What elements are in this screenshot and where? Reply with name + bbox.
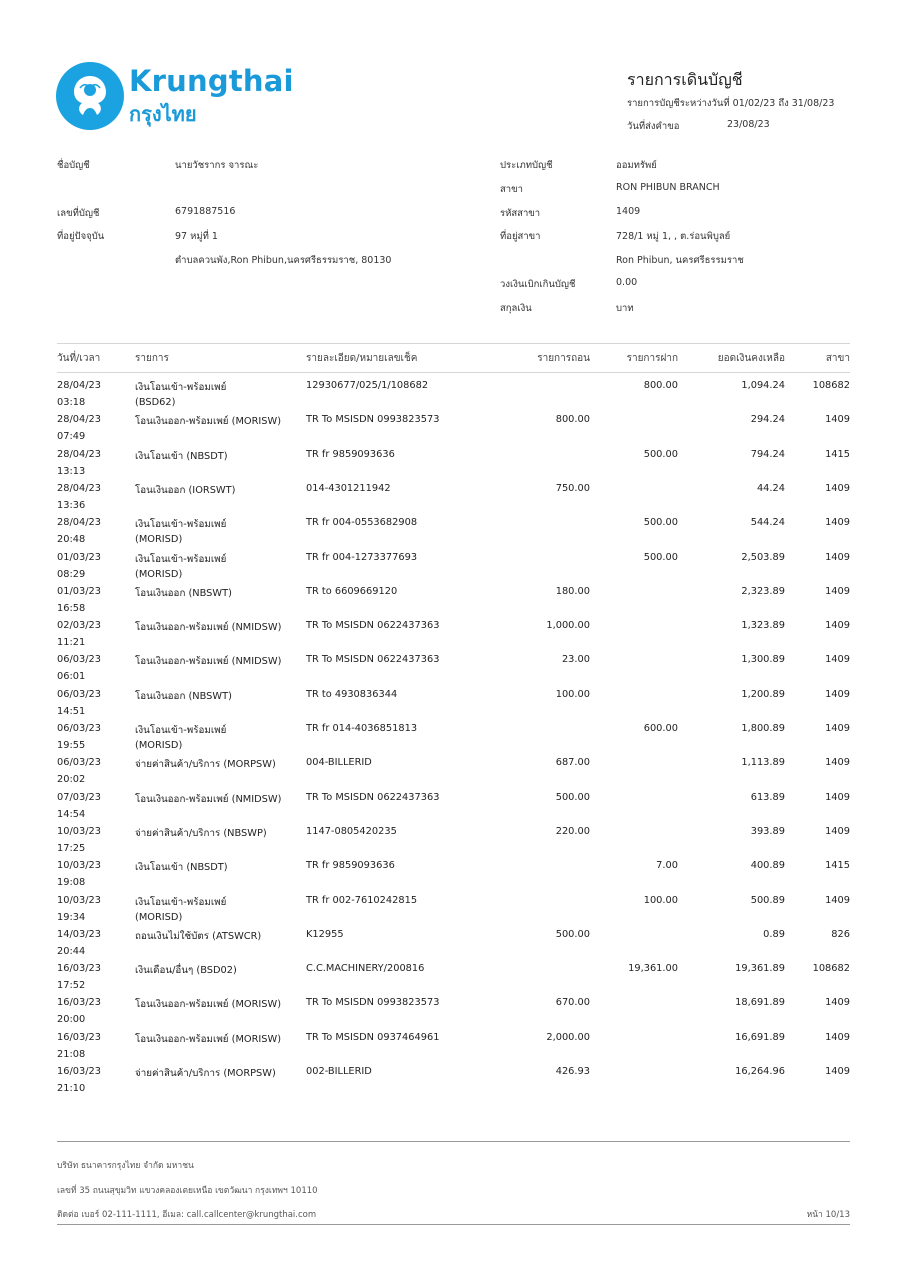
row-balance: 544.24 (750, 517, 785, 529)
row-date: 06/03/23 (57, 688, 101, 700)
row-detail: 12930677/025/1/108682 (306, 380, 429, 391)
row-detail: C.C.MACHINERY/200816 (306, 963, 425, 975)
row-withdraw: 220.00 (555, 825, 590, 837)
row-detail: TR To MSISDN 0622437363 (306, 791, 440, 803)
footer-address: เลขที่ 35 ถนนสุขุมวิท แขวงคลองเตยเหนือ เขตวัฒนา กรุงเทพฯ 10110 (57, 1186, 318, 1196)
row-branch: 1409 (825, 825, 850, 837)
brand-name-th: กรุงไทย (129, 102, 197, 126)
row-date: 14/03/23 (57, 928, 101, 940)
row-time: 17:52 (57, 980, 86, 992)
row-detail: K12955 (306, 928, 344, 940)
row-time: 11:21 (57, 637, 86, 649)
row-branch: 1409 (825, 517, 850, 529)
row-time: 19:55 (57, 740, 86, 751)
branch-address-label: ที่อยู่สาขา (500, 231, 541, 242)
row-date: 06/03/23 (57, 654, 101, 666)
footer-company: บริษัท ธนาคารกรุงไทย จำกัด มหาชน (57, 1161, 194, 1171)
row-detail: TR fr 004-0553682908 (306, 517, 418, 529)
row-date: 28/04/23 (57, 448, 101, 460)
row-time: 07:49 (57, 431, 86, 443)
row-balance: 500.89 (750, 894, 785, 906)
row-detail: 1147-0805420235 (306, 825, 397, 837)
row-withdraw: 100.00 (555, 688, 590, 700)
row-branch: 1415 (825, 860, 850, 872)
row-date: 10/03/23 (57, 860, 101, 872)
row-withdraw: 500.00 (555, 928, 590, 940)
row-description: เงินโอนเข้า-พร้อมเพย์ (135, 553, 227, 565)
row-deposit: 7.00 (656, 860, 678, 872)
row-deposit: 19,361.00 (628, 963, 678, 975)
branch-address-line2: Ron Phibun, นครศรีธรรมราช (616, 255, 744, 266)
row-balance: 1,113.89 (741, 757, 785, 769)
row-detail: TR fr 9859093636 (306, 448, 395, 460)
row-description: โอนเงินออก-พร้อมเพย์ (MORISW) (135, 999, 282, 1011)
row-time: 14:54 (57, 808, 86, 820)
row-deposit: 500.00 (643, 448, 678, 460)
row-time: 08:29 (57, 568, 86, 580)
row-withdraw: 500.00 (555, 791, 590, 803)
row-detail: TR To MSISDN 0622437363 (306, 654, 440, 666)
row-time: 13:13 (57, 465, 86, 477)
row-balance: 1,200.89 (741, 688, 785, 700)
row-detail: TR to 4930836344 (306, 688, 398, 700)
row-date: 28/04/23 (57, 517, 101, 529)
row-balance: 1,323.89 (741, 620, 785, 632)
row-branch: 1415 (825, 448, 850, 460)
row-deposit: 500.00 (643, 551, 678, 563)
row-balance: 16,264.96 (735, 1066, 785, 1077)
col-header-balance: ยอดเงินคงเหลือ (717, 353, 785, 364)
row-balance: 2,503.89 (741, 551, 785, 563)
row-branch: 1409 (825, 894, 850, 906)
row-balance: 0.89 (763, 928, 785, 940)
branch-address-line1: 728/1 หมู่ 1, , ต.ร่อนพิบูลย์ (616, 231, 731, 242)
request-date-value: 23/08/23 (727, 119, 770, 130)
row-time: 20:44 (57, 945, 86, 957)
row-time: 06:01 (57, 671, 86, 683)
row-description: เงินโอนเข้า-พร้อมเพย์ (135, 382, 227, 393)
row-deposit: 600.00 (643, 723, 678, 734)
row-date: 28/04/23 (57, 414, 101, 426)
row-time: 20:02 (57, 774, 86, 786)
row-description: เงินโอนเข้า (NBSDT) (135, 862, 228, 874)
row-detail: TR fr 014-4036851813 (306, 723, 418, 734)
statement-title: รายการเดินบัญชี (627, 70, 743, 89)
col-header-branch: สาขา (825, 353, 850, 364)
row-date: 01/03/23 (57, 585, 101, 597)
address-line1: 97 หมู่ที่ 1 (175, 231, 218, 242)
account-type-label: ประเภทบัญชี (500, 160, 553, 171)
krungthai-logo (56, 62, 124, 130)
row-description: เงินโอนเข้า-พร้อมเพย์ (135, 725, 227, 736)
row-date: 07/03/23 (57, 791, 101, 803)
address-label: ที่อยู่ปัจจุบัน (57, 231, 105, 242)
account-type-value: ออมทรัพย์ (616, 160, 657, 171)
row-description: ถอนเงินไม่ใช้บัตร (ATSWCR) (135, 930, 262, 942)
statement-period: รายการบัญชีระหว่างวันที่ 01/02/23 ถึง 31/08/23 (627, 98, 835, 109)
row-description: โอนเงินออก-พร้อมเพย์ (NMIDSW) (135, 656, 282, 668)
row-branch: 108682 (812, 963, 850, 975)
row-date: 16/03/23 (57, 997, 101, 1009)
account-name-value: นายวัชรากร จารณะ (175, 160, 259, 171)
row-time: 13:36 (57, 499, 86, 511)
col-header-deposit: รายการฝาก (626, 353, 678, 364)
branch-label: สาขา (500, 184, 523, 195)
row-date: 10/03/23 (57, 825, 101, 837)
row-detail: TR fr 004-1273377693 (306, 551, 418, 563)
row-time: 21:08 (57, 1048, 86, 1060)
row-date: 28/04/23 (57, 380, 101, 391)
branch-code-label: รหัสสาขา (500, 208, 541, 219)
row-detail: 004-BILLERID (306, 757, 372, 769)
row-balance: 400.89 (750, 860, 785, 872)
row-time: 19:08 (57, 877, 86, 889)
row-withdraw: 687.00 (555, 757, 590, 769)
branch-value: RON PHIBUN BRANCH (616, 182, 720, 193)
row-time: 17:25 (57, 842, 86, 854)
row-time: 03:18 (57, 397, 86, 408)
row-withdraw: 670.00 (555, 997, 590, 1009)
row-withdraw: 23.00 (561, 654, 590, 666)
row-branch: 1409 (825, 791, 850, 803)
row-detail: TR To MSISDN 0993823573 (306, 997, 440, 1009)
row-deposit: 500.00 (643, 517, 678, 529)
col-header-detail: รายละเอียด/หมายเลขเช็ค (306, 353, 418, 364)
row-branch: 1409 (825, 551, 850, 563)
row-detail: TR to 6609669120 (306, 585, 398, 597)
row-detail: TR fr 9859093636 (306, 860, 395, 872)
row-time: 16:58 (57, 602, 86, 614)
row-description: เงินโอนเข้า-พร้อมเพย์ (135, 519, 227, 531)
row-branch: 1409 (825, 757, 850, 769)
row-time: 14:51 (57, 705, 86, 717)
row-description: จ่ายค่าสินค้า/บริการ (MORPSW) (135, 759, 276, 771)
row-detail: TR fr 002-7610242815 (306, 894, 418, 906)
row-withdraw: 180.00 (555, 585, 590, 597)
currency-label: สกุลเงิน (500, 303, 532, 314)
row-detail: 002-BILLERID (306, 1066, 372, 1077)
row-balance: 18,691.89 (735, 997, 785, 1009)
row-withdraw: 426.93 (555, 1066, 590, 1077)
row-description: โอนเงินออก (NBSWT) (135, 690, 232, 702)
row-branch: 826 (831, 928, 850, 940)
row-balance: 19,361.89 (735, 963, 785, 975)
row-branch: 1409 (825, 997, 850, 1009)
row-time: 20:00 (57, 1014, 86, 1026)
row-description-code: (MORISD) (135, 911, 183, 923)
row-branch: 1409 (825, 414, 850, 426)
row-balance: 1,094.24 (741, 380, 785, 391)
row-description: โอนเงินออก-พร้อมเพย์ (MORISW) (135, 1033, 282, 1045)
row-description: โอนเงินออก-พร้อมเพย์ (NMIDSW) (135, 793, 282, 805)
row-deposit: 800.00 (643, 380, 678, 391)
row-description: จ่ายค่าสินค้า/บริการ (NBSWP) (135, 827, 267, 839)
row-balance: 393.89 (750, 825, 785, 837)
row-date: 01/03/23 (57, 551, 101, 563)
row-time: 21:10 (57, 1083, 86, 1094)
row-description-code: (MORISD) (135, 568, 183, 580)
row-description: โอนเงินออก-พร้อมเพย์ (NMIDSW) (135, 622, 282, 634)
row-description: เงินโอนเข้า (NBSDT) (135, 450, 228, 462)
row-branch: 1409 (825, 620, 850, 632)
row-description-code: (MORISD) (135, 740, 183, 751)
row-branch: 1409 (825, 1031, 850, 1043)
row-withdraw: 1,000.00 (546, 620, 590, 632)
row-description: เงินเดือน/อื่นๆ (BSD02) (135, 965, 237, 977)
row-balance: 16,691.89 (735, 1031, 785, 1043)
row-time: 20:48 (57, 534, 86, 546)
row-branch: 1409 (825, 482, 850, 494)
footer-contact: ติดต่อ เบอร์ 02-111-1111, อีเมล: call.callcenter@krungthai.com (57, 1210, 317, 1220)
row-description-code: (MORISD) (135, 534, 183, 546)
row-withdraw: 800.00 (555, 414, 590, 426)
request-date-label: วันที่ส่งคำขอ (627, 121, 680, 132)
row-branch: 1409 (825, 723, 850, 734)
overdraft-value: 0.00 (616, 277, 638, 288)
row-balance: 2,323.89 (741, 585, 785, 597)
row-date: 28/04/23 (57, 482, 101, 494)
row-date: 16/03/23 (57, 1031, 101, 1043)
footer-divider (57, 1141, 850, 1142)
row-balance: 44.24 (756, 482, 785, 494)
row-detail: TR To MSISDN 0622437363 (306, 620, 440, 632)
row-branch: 108682 (812, 380, 850, 391)
row-branch: 1409 (825, 1066, 850, 1077)
col-header-datetime: วันที่/เวลา (57, 353, 101, 364)
footer-bottom-divider (57, 1224, 850, 1225)
bird-emblem-icon (56, 62, 124, 130)
row-detail: TR To MSISDN 0993823573 (306, 414, 440, 426)
row-description: เงินโอนเข้า-พร้อมเพย์ (135, 896, 227, 908)
row-description-code: (BSD62) (135, 397, 176, 408)
row-description: โอนเงินออก-พร้อมเพย์ (MORISW) (135, 416, 282, 428)
col-header-withdraw: รายการถอน (537, 353, 590, 364)
col-header-description: รายการ (135, 353, 169, 364)
row-date: 06/03/23 (57, 723, 101, 734)
row-description: โอนเงินออก (NBSWT) (135, 587, 232, 599)
currency-value: บาท (616, 303, 634, 314)
account-number-value: 6791887516 (175, 206, 236, 217)
branch-code-value: 1409 (616, 206, 641, 217)
row-withdraw: 750.00 (555, 482, 590, 494)
row-branch: 1409 (825, 585, 850, 597)
row-deposit: 100.00 (643, 894, 678, 906)
page-number: หน้า 10/13 (806, 1210, 850, 1220)
account-number-label: เลขที่บัญชี (57, 208, 100, 219)
row-time: 19:34 (57, 911, 86, 923)
table-top-divider (57, 343, 850, 344)
row-description: จ่ายค่าสินค้า/บริการ (MORPSW) (135, 1068, 276, 1079)
brand-name-en: Krungthai (129, 64, 294, 98)
row-date: 02/03/23 (57, 620, 101, 632)
row-withdraw: 2,000.00 (546, 1031, 590, 1043)
row-branch: 1409 (825, 654, 850, 666)
table-header-divider (57, 372, 850, 373)
row-branch: 1409 (825, 688, 850, 700)
row-date: 16/03/23 (57, 963, 101, 975)
row-balance: 1,300.89 (741, 654, 785, 666)
row-balance: 1,800.89 (741, 723, 785, 734)
row-balance: 794.24 (750, 448, 785, 460)
row-date: 06/03/23 (57, 757, 101, 769)
address-line2: ตำบลควนพัง,Ron Phibun,นครศรีธรรมราช, 80130 (175, 255, 392, 266)
row-description: โอนเงินออก (IORSWT) (135, 484, 236, 496)
overdraft-label: วงเงินเบิกเกินบัญชี (500, 279, 576, 290)
row-balance: 613.89 (750, 791, 785, 803)
row-date: 10/03/23 (57, 894, 101, 906)
row-date: 16/03/23 (57, 1066, 101, 1077)
row-balance: 294.24 (750, 414, 785, 426)
account-name-label: ชื่อบัญชี (57, 160, 90, 171)
row-detail: 014-4301211942 (306, 482, 391, 494)
row-detail: TR To MSISDN 0937464961 (306, 1031, 440, 1043)
